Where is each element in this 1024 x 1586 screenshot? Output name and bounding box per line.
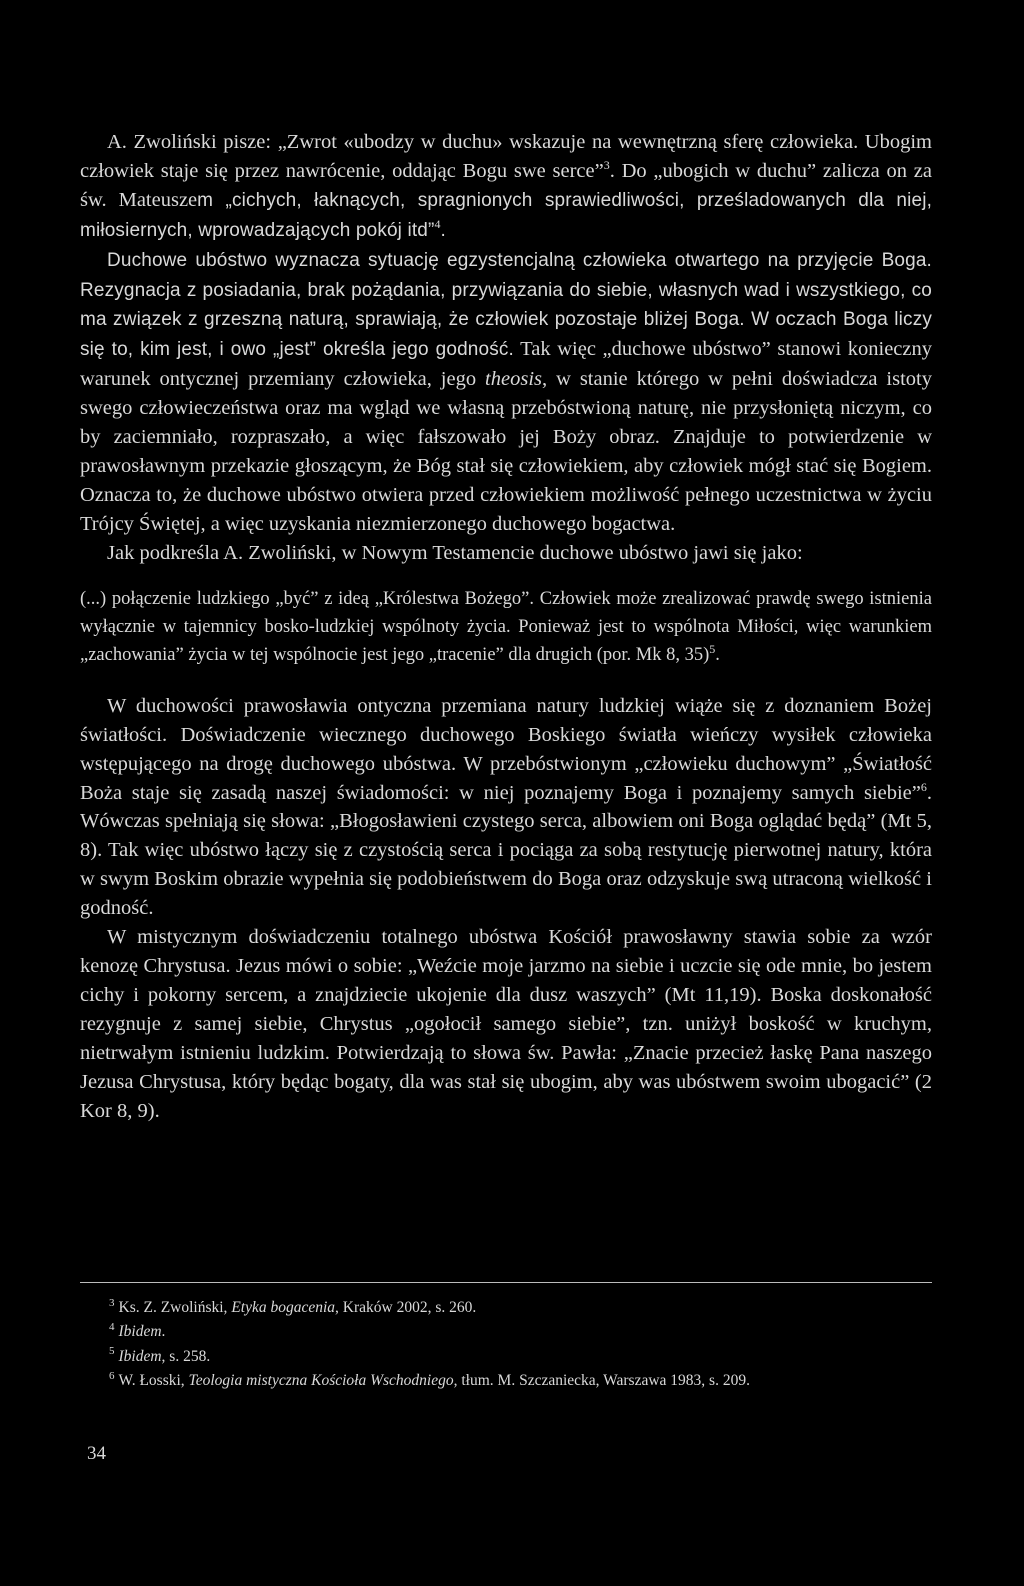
- page-number: 34: [87, 1443, 106, 1464]
- footnote: [109, 1296, 932, 1320]
- footnote-reference: 3: [603, 158, 610, 173]
- text-run: , w stanie którego w pełni doświadcza istoty swego człowieczeństwa oraz ma wgląd we własną przebóstwioną naturę, nie przysłoniętą niczym, co by zaciemniało, rozpraszało, a więc fałszowało jej Boży obraz. Znajduje to potwierdzenie w prawosławnym przekazie głoszącym, że Bóg stał się człowiekiem, aby człowiek mógł stać się Bogiem. Oznacza to, że duchowe ubóstwo otwiera przed człowiekiem możliwość pełnego uczestnictwa w życiu Trójcy Świętej, a więc uzyskania niezmierzonego duchowego bogactwa.: [80, 368, 932, 535]
- text-run: (...) połączenie ludzkiego „być” z ideą „Królestwa Bożego”. Człowiek może zrealizować prawdę swego istnienia wyłącznie w tajemnicy bosko-ludzkiej wspólnoty życia. Ponieważ jest to wspólnota Miłości, więc warunkiem „zachowania” życia w tej wspólnocie jest jego „tracenie” dla drugich (por. Mk 8, 35): [80, 588, 932, 666]
- text-run: m „cichych, łaknących, spragnionych sprawiedliwości, prześladowanych dla niej, miłosiernych, wprowadzających pokój itd”: [80, 189, 932, 241]
- footnote: [109, 1320, 932, 1344]
- footnote-number: 4: [109, 1321, 115, 1334]
- text-run: .: [440, 219, 446, 241]
- paragraph: [80, 923, 932, 1125]
- footnote-number: 5: [109, 1345, 115, 1358]
- text-run: Rezygnacja z posiadania, brak pożądania, przywiązania do siebie, własnych wad i wszystkiego, co ma związek z grzeszną naturą, sprawiają, że człowiek pozostaje bliżej Boga. W oczach Boga liczy się to, kim jest, i owo „jest” określa jego godność.: [80, 279, 932, 361]
- footnote: [109, 1369, 932, 1393]
- text-run: Tak więc „duchowe ubóstwo” stanowi konieczny warunek ontycznej przemiany człowieka, jego: [80, 338, 932, 391]
- text-run: .: [715, 645, 720, 666]
- italic-text: Teologia mistyczna Kościoła Wschodniego: [188, 1371, 454, 1389]
- footnote-reference: 5: [709, 642, 716, 657]
- footnote-reference: 6: [920, 779, 927, 794]
- footnote-number: 6: [109, 1369, 115, 1382]
- paragraph: [80, 128, 932, 246]
- text-run: W mistycznym doświadczeniu totalnego ubóstwa Kościół prawosławny stawia sobie za wzór kenozę Chrystusa. Jezus mówi o sobie: „Weźcie moje jarzmo na siebie i uczcie się ode mnie, bo jestem cichy i pokorny sercem, a znajdziecie ukojenie dla dusz waszych” (Mt 11,19). Boska doskonałość rezygnuje z samej siebie, Chrystus „ogołocił samego siebie”, tzn. uniżył boskość w kruchym, nietrwałym istnieniu ludzkim. Potwierdzają to słowa św. Pawła: „Znacie przecież łaskę Pana naszego Jezusa Chrystusa, który będąc bogaty, dla was stał się ubogim, aby was ubóstwem swoim ubogacić” (2 Kor 8, 9).: [80, 926, 932, 1122]
- text-run: W duchowości prawosławia ontyczna przemiana natury ludzkiej wiąże się z doznaniem Bożej światłości. Doświadczenie wiecznego duchowego Boskiego światła wieńczy wysiłek człowieka wstępującego na drogę duchowego ubóstwa. W przebóstwionym „człowieku duchowym” „Światłość Boża staje się zasadą naszej świadomości: w niej poznajemy Boga i poznajemy samych siebie”: [80, 694, 932, 804]
- text-run: Jak podkreśla A. Zwoliński, w Nowym Testamencie duchowe ubóstwo jawi się jako:: [107, 541, 803, 564]
- text-run: A. Zwoliński pisze: „Zwrot «ubodzy w duchu» wskazuje na wewnętrzną sferę człowieka. Ubogim człowiek staje się przez nawrócenie, oddając Bogu swe serce”: [80, 131, 932, 182]
- block-quote: [80, 585, 932, 670]
- text-run: W. Łosski,: [118, 1371, 189, 1389]
- text-run: .: [161, 1323, 166, 1341]
- book-page: [80, 0, 932, 1586]
- italic-text: Etyka bogacenia: [231, 1299, 336, 1316]
- italic-text: Ibidem: [118, 1347, 162, 1365]
- paragraph: [80, 692, 932, 923]
- text-run: . Wówczas spełniają się słowa: „Błogosławieni czystego serca, albowiem oni Boga oglądać będą” (Mt 5, 8). Tak więc ubóstwo łączy się z czystością serca i pociąga za sobą restytucję pierwotnej natury, która w swym Boskim obrazie wypełnia się podobieństwem do Boga oraz odzyskuje swą utraconą wielkość i godność.: [80, 781, 932, 920]
- body-text: [80, 128, 932, 1125]
- footnote-divider: [80, 1282, 932, 1283]
- footnote-reference: 4: [434, 216, 441, 231]
- footnote: [109, 1345, 932, 1369]
- paragraph: [80, 246, 932, 539]
- italic-text: theosis: [485, 368, 542, 391]
- text-run: , tłum. M. Szczaniecka, Warszawa 1983, s. 209.: [453, 1371, 750, 1389]
- italic-text: Ibidem: [118, 1323, 162, 1341]
- footnotes: [109, 1296, 932, 1393]
- text-run: , s. 258.: [161, 1347, 211, 1365]
- text-run: . Do „ubogich w duchu” zalicza on za św. Mateusze: [80, 159, 932, 211]
- text-run: , Kraków 2002, s. 260.: [335, 1299, 477, 1316]
- footnote-number: 3: [109, 1296, 115, 1309]
- text-run: Ks. Z. Zwoliński,: [118, 1299, 232, 1316]
- text-run: Duchowe ubóstwo wyznacza sytuację egzystencjalną człowieka otwartego na przyjęcie Boga.: [107, 249, 932, 271]
- paragraph: [80, 539, 932, 568]
